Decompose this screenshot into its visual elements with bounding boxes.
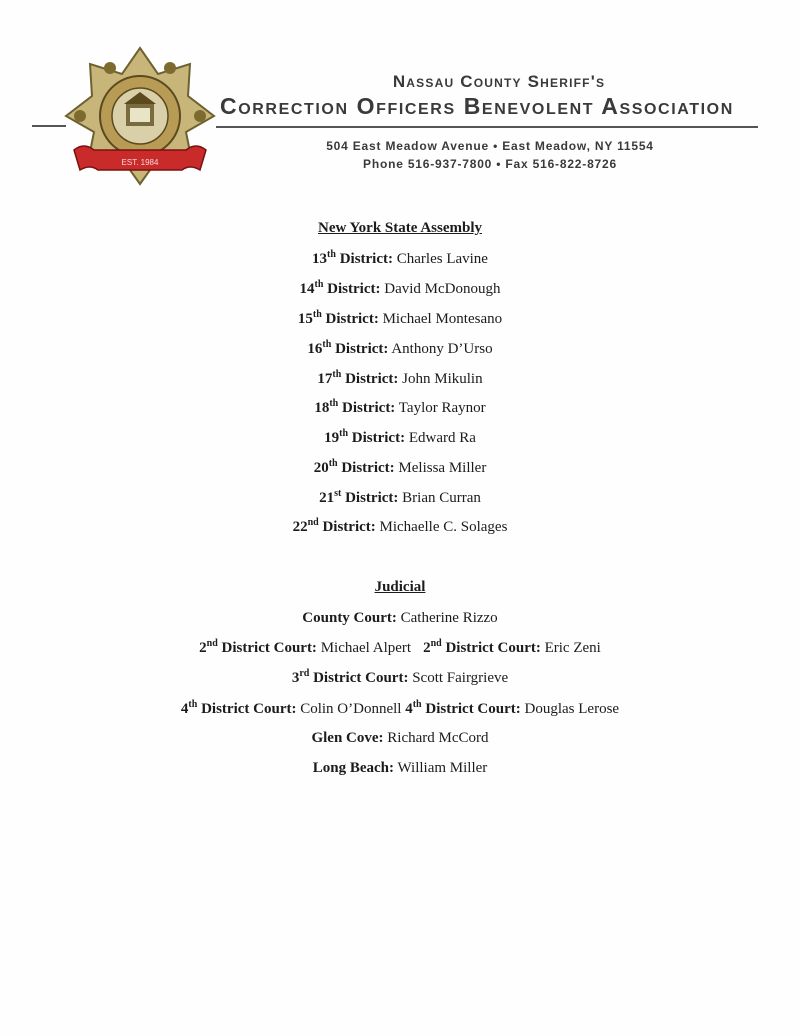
organization-name bbox=[220, 72, 760, 120]
third-district-court-row: 3rd District Court: Scott Fairgrieve bbox=[291, 668, 509, 686]
assembly-row: 15th District: Michael Montesano bbox=[297, 309, 503, 327]
long-beach-row: Long Beach: William Miller bbox=[312, 760, 488, 776]
glen-cove-row: Glen Cove: Richard McCord bbox=[311, 730, 489, 746]
assembly-row: 20th District: Melissa Miller bbox=[313, 458, 487, 476]
second-district-court-row: 2nd District Court: Michael Alpert 2nd District Court: Eric Zeni bbox=[199, 638, 601, 656]
assembly-row: 18th District: Taylor Raynor bbox=[314, 398, 486, 416]
assembly-heading: New York State Assembly bbox=[317, 220, 483, 236]
assembly-row: 22nd District: Michaelle C. Solages bbox=[292, 517, 508, 535]
org-name-line1: Nassau County Sheriff's bbox=[392, 72, 606, 91]
phone-fax: Phone 516-937-7800 • Fax 516-822-8726 bbox=[363, 157, 617, 171]
sheriff-badge-seal bbox=[64, 46, 216, 192]
judicial-heading: Judicial bbox=[374, 579, 426, 595]
org-name-line2: Correction Officers Benevolent Association bbox=[220, 93, 734, 119]
fourth-district-court-row: 4th District Court: Colin O’Donnell 4th District Court: Douglas Lerose bbox=[180, 699, 620, 717]
county-court-row: County Court: Catherine Rizzo bbox=[302, 610, 498, 626]
assembly-row: 21st District: Brian Curran bbox=[319, 488, 481, 506]
assembly-row: 16th District: Anthony D’Urso bbox=[307, 339, 493, 357]
header-rule bbox=[216, 126, 758, 128]
assembly-row: 14th District: David McDonough bbox=[299, 279, 501, 297]
address-block bbox=[300, 137, 680, 173]
seal-banner-text: EST. 1984 bbox=[121, 158, 159, 167]
left-rule bbox=[32, 125, 66, 127]
street-address: 504 East Meadow Avenue • East Meadow, NY 11554 bbox=[326, 139, 654, 153]
assembly-row: 13th District: Charles Lavine bbox=[312, 249, 488, 267]
assembly-row: 19th District: Edward Ra bbox=[324, 428, 476, 446]
assembly-row: 17th District: John Mikulin bbox=[317, 369, 483, 387]
